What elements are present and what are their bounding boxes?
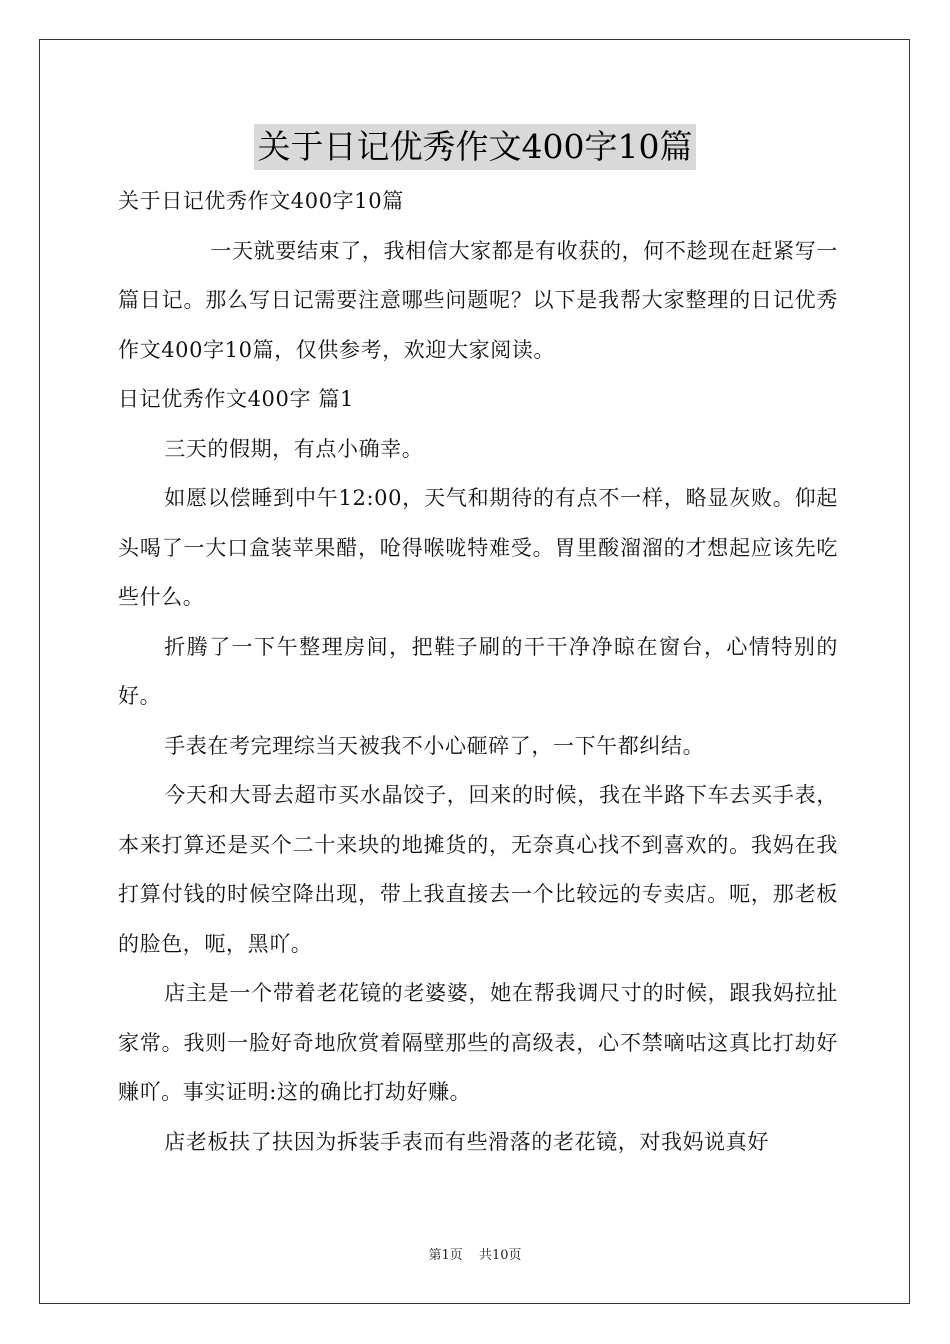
title-area — [0, 124, 950, 170]
body-paragraph: 三天的假期，有点小确幸。 — [164, 436, 424, 461]
section-heading: 日记优秀作文400字 篇1 — [118, 387, 354, 411]
intro-paragraph: 一天就要结束了，我相信大家都是有收获的，何不趁现在赶紧写一篇日记。那么写日记需要注意哪些问题呢？以下是我帮大家整理的日记优秀作文400字10篇，仅供参考，欢迎大家阅读。 — [118, 238, 838, 362]
body-paragraph: 今天和大哥去超市买水晶饺子，回来的时候，我在半路下车去买手表，本来打算还是买个二十来块的地摊货的，无奈真心找不到喜欢的。我妈在我打算付钱的时候空降出现，带上我直接去一个比较远的专卖店。呃，那老板的脸色，呃，黑吖。 — [118, 783, 838, 956]
document-body — [118, 177, 838, 1167]
body-paragraph: 折腾了一下午整理房间，把鞋子刷的干干净净晾在窗台，心情特别的好。 — [118, 634, 838, 708]
body-paragraph: 手表在考完理综当天被我不小心砸碎了，一下午都纠结。 — [164, 733, 705, 758]
page-footer — [0, 1247, 950, 1265]
page-total: 共10页 — [478, 1248, 522, 1263]
body-paragraph: 如愿以偿睡到中午12:00，天气和期待的有点不一样，略显灰败。仰起头喝了一大口盒装苹果醋，呛得喉咙特难受。胃里酸溜溜的才想起应该先吃些什么。 — [118, 486, 838, 609]
page-number: 第1页 — [428, 1248, 463, 1263]
body-paragraph: 店老板扶了扶因为拆装手表而有些滑落的老花镜，对我妈说真好 — [164, 1129, 769, 1154]
subtitle-line: 关于日记优秀作文400字10篇 — [118, 189, 404, 213]
body-paragraph: 店主是一个带着老花镜的老婆婆，她在帮我调尺寸的时候，跟我妈拉扯家常。我则一脸好奇地欣赏着隔壁那些的高级表，心不禁嘀咕这真比打劫好赚吖。事实证明:这的确比打劫好赚。 — [118, 981, 838, 1104]
document-title: 关于日记优秀作文400字10篇 — [254, 124, 697, 170]
